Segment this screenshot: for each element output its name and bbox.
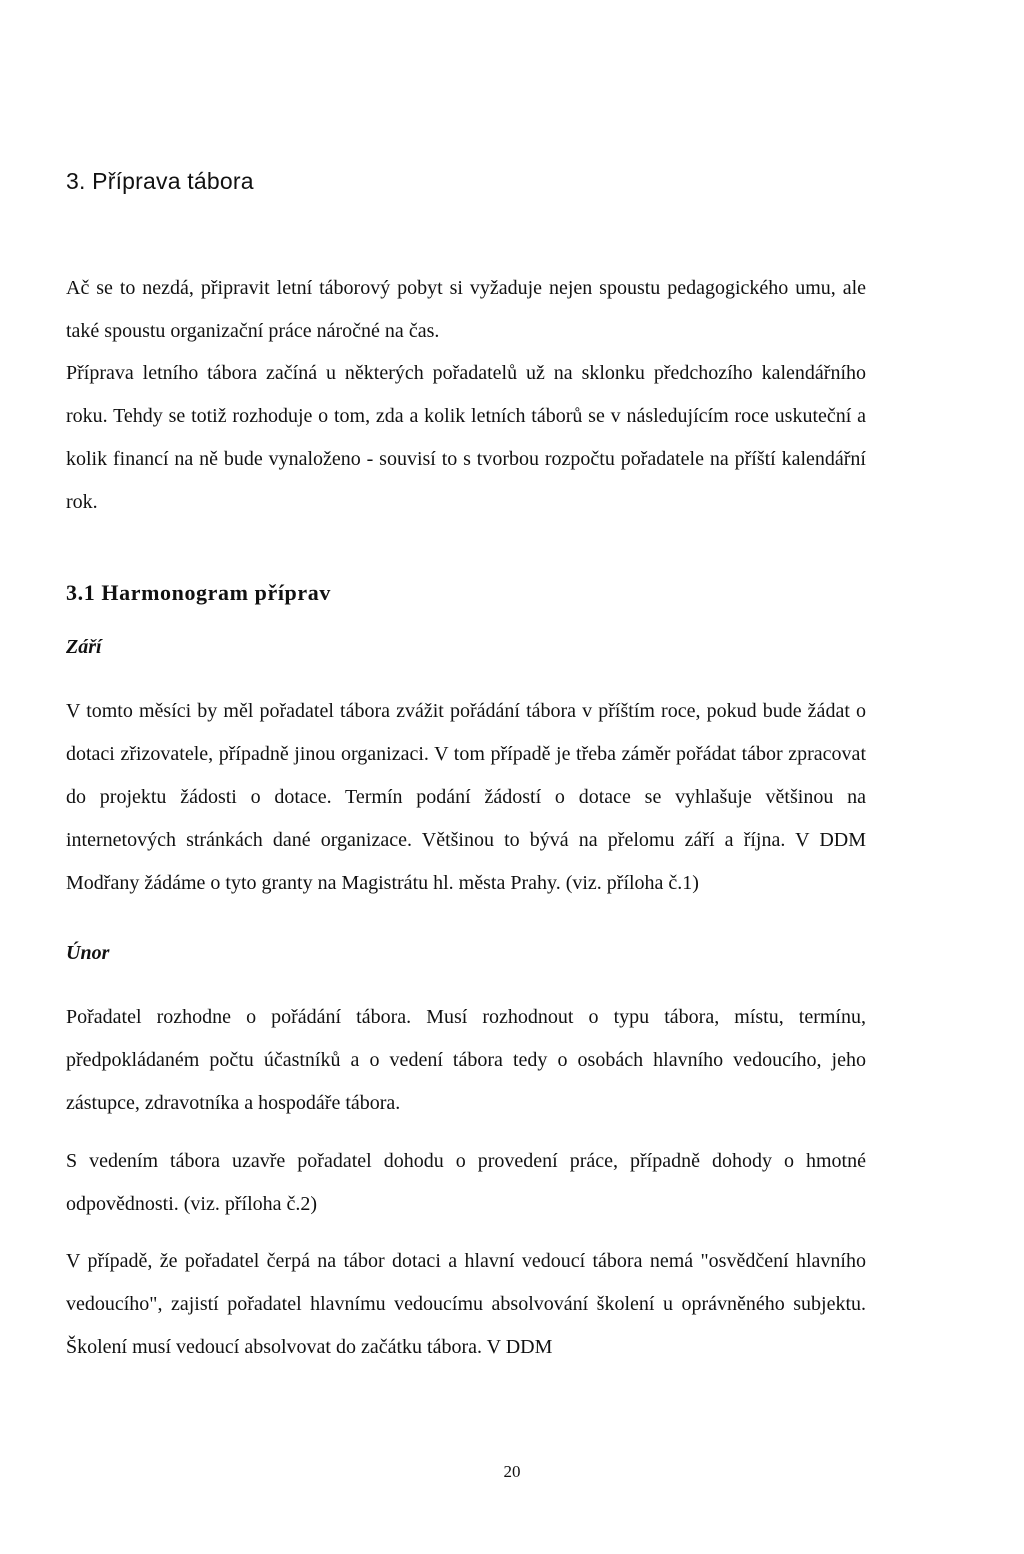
month-heading-february: Únor [66, 942, 110, 964]
chapter-heading: 3. Příprava tábora [66, 168, 254, 194]
month-heading-september: Září [66, 636, 102, 658]
february-paragraph-3: V případě, že pořadatel čerpá na tábor dotaci a hlavní vedoucí tábora nemá "osvědčení hlavního vedoucího", zajistí pořadatel hlavnímu vedoucímu absolvování školení u oprávněného subjektu. Školení musí vedoucí absolvovat do začátku tábora. V DDM [66, 1250, 866, 1358]
page-number: 20 [503, 1462, 521, 1481]
february-paragraph-1: Pořadatel rozhodne o pořádání tábora. Musí rozhodnout o typu tábora, místu, termínu, předpokládaném počtu účastníků a o vedení tábora tedy o osobách hlavního vedoucího, jeho zástupce, zdravotníka a hospodáře tábora. [66, 1006, 866, 1114]
section-heading: 3.1 Harmonogram příprav [66, 580, 331, 605]
intro-paragraph-1: Ač se to nezdá, připravit letní táborový pobyt si vyžaduje nejen spoustu pedagogického umu, ale také spoustu organizační práce náročné na čas. [66, 277, 866, 342]
intro-paragraph-2: Příprava letního tábora začíná u některých pořadatelů už na sklonku předchozího kalendářního roku. Tehdy se totiž rozhoduje o tom, zda a kolik letních táborů se v následujícím roce uskuteční a kolik financí na ně bude vynaloženo - souvisí to s tvorbou rozpočtu pořadatele na příští kalendářní rok. [66, 362, 866, 513]
february-paragraph-2: S vedením tábora uzavře pořadatel dohodu o provedení práce, případně dohody o hmotné odpovědnosti. (viz. příloha č.2) [66, 1150, 866, 1215]
september-paragraph: V tomto měsíci by měl pořadatel tábora zvážit pořádání tábora v příštím roce, pokud bude žádat o dotaci zřizovatele, případně jinou organizaci. V tom případě je třeba záměr pořádat tábor zpracovat do projektu žádosti o dotace. Termín podání žádostí o dotace se vyhlašuje většinou na internetových stránkách dané organizace. Většinou to bývá na přelomu září a října. V DDM Modřany žádáme o tyto granty na Magistrátu hl. města Prahy. (viz. příloha č.1) [66, 700, 866, 894]
